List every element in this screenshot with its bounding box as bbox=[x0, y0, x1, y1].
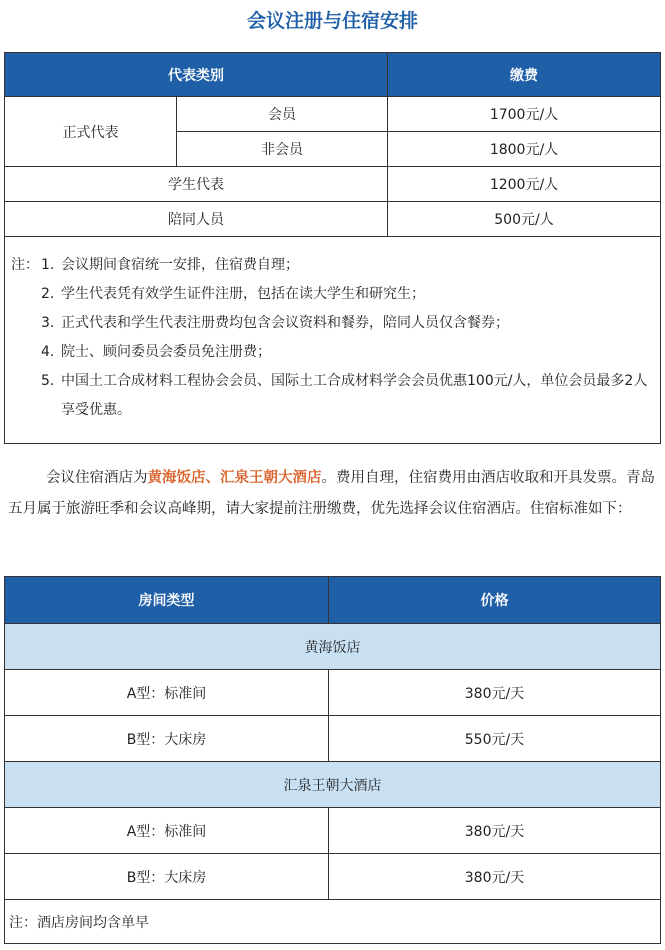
note-text: 会议期间食宿统一安排，住宿费自理； bbox=[61, 257, 299, 273]
header-fee: 缴费 bbox=[388, 53, 661, 97]
note-number: 3. bbox=[41, 315, 55, 331]
header-price: 价格 bbox=[329, 577, 661, 624]
hotel-row bbox=[5, 762, 661, 808]
room-type-cell: A型：标准间 bbox=[5, 670, 329, 716]
room-price-cell: 380元/天 bbox=[329, 808, 661, 854]
non-member-cell: 非会员 bbox=[177, 132, 388, 167]
note-number: 4. bbox=[41, 344, 55, 360]
intro-text: 会议住宿酒店为 bbox=[46, 470, 148, 486]
note-item bbox=[11, 367, 654, 425]
room-table-header-row bbox=[5, 577, 661, 624]
fee-table-header-row bbox=[5, 53, 661, 97]
note-item bbox=[11, 338, 654, 367]
non-member-fee-cell: 1800元/人 bbox=[388, 132, 661, 167]
table-row bbox=[5, 97, 661, 132]
page-title: 会议注册与住宿安排 bbox=[246, 10, 418, 32]
note-item bbox=[11, 251, 654, 280]
hotel-names-highlight: 黄海饭店、汇泉王朝大酒店 bbox=[147, 470, 322, 486]
table-row bbox=[5, 808, 661, 854]
companion-fee-cell: 500元/人 bbox=[388, 202, 661, 237]
table-row bbox=[5, 202, 661, 237]
note-item bbox=[11, 280, 654, 309]
header-room-type: 房间类型 bbox=[5, 577, 329, 624]
note-text: 院士、顾问委员会委员免注册费； bbox=[61, 344, 271, 360]
note-text: 中国土工合成材料工程协会会员、国际土工合成材料学会会员优惠100元/人，单位会员最多2人享受优惠。 bbox=[61, 373, 648, 418]
fee-notes bbox=[5, 237, 661, 444]
room-price-table bbox=[4, 576, 661, 944]
room-type-cell: A型：标准间 bbox=[5, 808, 329, 854]
intro-text: 。费用自理，住宿费用由酒店收取和开具发票。青岛五月属于旅游旺季和会议高峰期，请大家提前注册缴费，优先选择会议住宿酒店。住宿标准如下： bbox=[8, 470, 655, 517]
notes-row bbox=[5, 237, 661, 444]
header-category: 代表类别 bbox=[5, 53, 388, 97]
note-prefix: 注： bbox=[11, 257, 39, 273]
note-number: 1. bbox=[41, 257, 55, 273]
room-type-cell: B型：大床房 bbox=[5, 854, 329, 900]
accommodation-intro bbox=[8, 463, 658, 525]
formal-delegate-cell: 正式代表 bbox=[5, 97, 177, 167]
hotel-name: 汇泉王朝大酒店 bbox=[5, 762, 661, 808]
note-text: 正式代表和学生代表注册费均包含会议资料和餐券，陪同人员仅含餐券； bbox=[61, 315, 509, 331]
room-price-cell: 380元/天 bbox=[329, 854, 661, 900]
note-item bbox=[11, 309, 654, 338]
note-number: 5. bbox=[41, 373, 55, 389]
room-footnote: 注：酒店房间均含单早 bbox=[5, 900, 661, 944]
footnote-row bbox=[5, 900, 661, 944]
table-row bbox=[5, 716, 661, 762]
student-fee-cell: 1200元/人 bbox=[388, 167, 661, 202]
table-row bbox=[5, 670, 661, 716]
hotel-row bbox=[5, 624, 661, 670]
companion-cell: 陪同人员 bbox=[5, 202, 388, 237]
member-cell: 会员 bbox=[177, 97, 388, 132]
hotel-name: 黄海饭店 bbox=[5, 624, 661, 670]
note-number: 2. bbox=[41, 286, 55, 302]
table-row bbox=[5, 167, 661, 202]
registration-fee-table bbox=[4, 52, 661, 444]
room-type-cell: B型：大床房 bbox=[5, 716, 329, 762]
member-fee-cell: 1700元/人 bbox=[388, 97, 661, 132]
table-row bbox=[5, 854, 661, 900]
room-price-cell: 550元/天 bbox=[329, 716, 661, 762]
note-text: 学生代表凭有效学生证件注册，包括在读大学生和研究生； bbox=[61, 286, 425, 302]
student-delegate-cell: 学生代表 bbox=[5, 167, 388, 202]
room-price-cell: 380元/天 bbox=[329, 670, 661, 716]
